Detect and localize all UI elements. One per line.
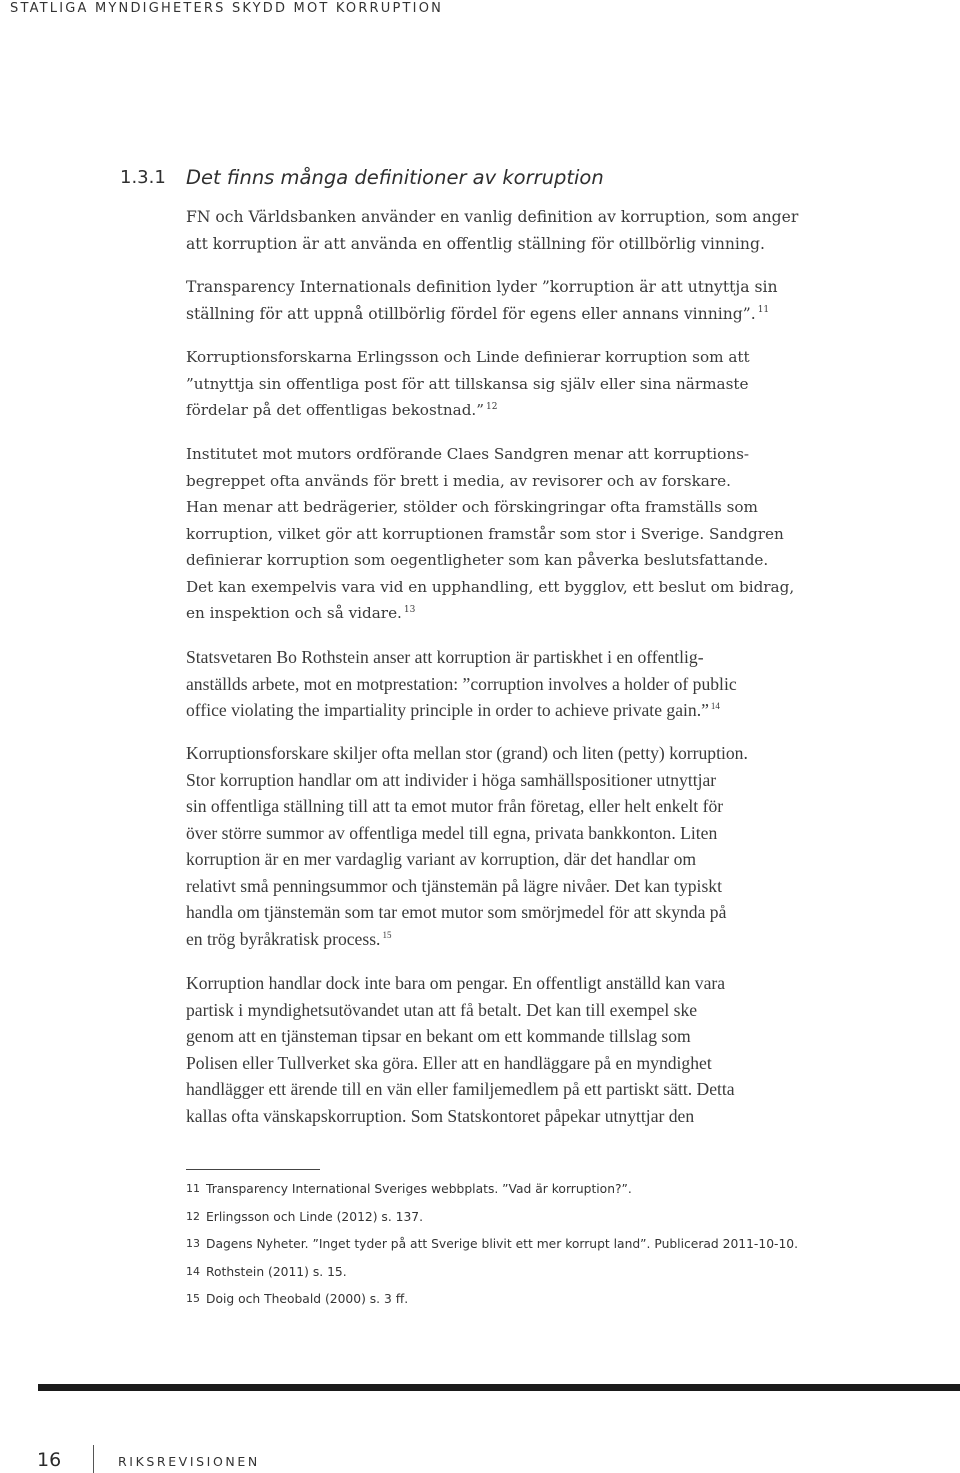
paragraph-line: relativt små penningsummor och tjänstemän på lägre nivåer. Det kan typiskt [186,875,722,896]
footnote-ref[interactable]: 11 [757,305,770,316]
paragraph-line: ”utnyttja sin offentliga post för att tillskansa sig själv eller sina närmaste [186,374,749,393]
paragraph-line: Stor korruption handlar om att individer i höga samhällspositioner utnyttjar [186,769,717,790]
paragraph-line: handlägger ett ärende till en vän eller familjemedlem på ett partiskt sätt. Detta [186,1079,735,1099]
footnote-text: Rothstein (2011) s. 15. [206,1264,347,1279]
paragraph [186,344,846,424]
footnote-text: Transparency International Sveriges webbplats. ”Vad är korruption?”. [206,1182,632,1196]
footnote-divider [186,1169,320,1170]
paragraph-line: office violating the impartiality principle in order to achieve private gain.” [186,700,709,720]
paragraph [186,740,846,952]
footnote-number: 13 [186,1237,200,1250]
section-number: 1.3.1 [120,167,166,188]
paragraph-line: definierar korruption som oegentligheter som kan påverka beslutsfattande. [186,551,769,569]
footnote-number: 12 [186,1209,200,1223]
footnote-ref[interactable]: 14 [710,701,720,712]
paragraph-line: Korruption handlar dock inte bara om pengar. En offentligt anställd kan vara [186,973,726,993]
paragraph [186,274,846,327]
paragraph-line: FN och Världsbanken använder en vanlig definition av korruption, som anger [186,208,799,226]
paragraph-line: fördelar på det offentligas bekostnad.” [186,401,485,419]
paragraph-line: korruption, vilket gör att korruptionen framstår som stor i Sverige. Sandgren [186,524,784,543]
footer-divider [93,1445,94,1473]
paragraph-line: ställning för att uppnå otillbörlig fördel för egens eller annans vinning”. [186,304,756,323]
paragraph-line: begreppet ofta används för brett i media, av revisorer och av forskare. [186,471,731,490]
paragraph-line: Korruptionsforskarna Erlingsson och Linde definierar korruption som att [186,348,750,366]
running-header: STATLIGA MYNDIGHETERS SKYDD MOT KORRUPTION [10,1,444,16]
paragraph-line: handla om tjänstemän som tar emot mutor som smörjmedel för att skynda på [186,902,727,922]
paragraph-line: Det kan exempelvis vara vid en upphandling, ett bygglov, ett beslut om bidrag, [186,577,795,596]
paragraph-line: kallas ofta vänskapskorruption. Som Statskontoret påpekar utnyttjar den [186,1105,695,1126]
paragraph-line: sin offentliga ställning till att ta emot mutor från företag, eller helt enkelt för [186,796,724,816]
footnote-text: Doig och Theobald (2000) s. 3 ff. [206,1292,409,1306]
paragraph-line: över större summor av offentliga medel till egna, privata bankkonton. Liten [186,822,718,843]
footnote-number: 15 [186,1292,200,1305]
section-title: Det finns många definitioner av korruption [186,166,604,189]
paragraph-line: partisk i myndighetsutövandet utan att få betalt. Det kan till exempel ske [186,999,698,1020]
paragraph-line: Han menar att bedrägerier, stölder och förskingringar ofta framställs som [186,498,758,516]
footnote-number: 14 [186,1264,200,1278]
footnote-ref[interactable]: 15 [382,929,392,940]
paragraph-line: Transparency Internationals definition lyder ”korruption är att utnyttja sin [186,278,778,296]
footer-bar [38,1384,960,1391]
paragraph-line: Korruptionsforskare skiljer ofta mellan stor (grand) och liten (petty) korruption. [186,743,748,763]
publisher-name: RIKSREVISIONEN [118,1454,260,1469]
paragraph-line: Polisen eller Tullverket ska göra. Eller att en handläggare på en myndighet [186,1052,712,1073]
footnote-text: Erlingsson och Linde (2012) s. 137. [206,1209,424,1224]
paragraph-line: anställds arbete, mot en motprestation: ”corruption involves a holder of public [186,673,737,694]
paragraph-line: genom att en tjänsteman tipsar en bekant om ett kommande tillslag som [186,1026,691,1046]
paragraph-line: en inspektion och så vidare. [186,604,402,622]
paragraph-line: att korruption är att använda en offentlig ställning för otillbörlig vinning. [186,234,765,253]
paragraph-line: korruption är en mer vardaglig variant av korruption, där det handlar om [186,849,697,869]
paragraph [186,644,846,724]
paragraph-line: en trög byråkratisk process. [186,928,381,949]
footnote-ref[interactable]: 12 [486,401,498,412]
paragraph-line: Statsvetaren Bo Rothstein anser att korruption är partiskhet i en offentlig- [186,647,704,667]
page-number: 16 [37,1449,62,1471]
paragraph-line: Institutet mot mutors ordförande Claes Sandgren menar att korruptions- [186,445,750,463]
paragraph [186,204,846,257]
footnote-number: 11 [186,1182,200,1195]
paragraph [186,970,846,1129]
paragraph [186,441,846,627]
footnote-ref[interactable]: 13 [403,604,416,615]
footnote-text: Dagens Nyheter. ”Inget tyder på att Sverige blivit ett mer korrupt land”. Publicerad 2011-10-10. [206,1237,799,1251]
